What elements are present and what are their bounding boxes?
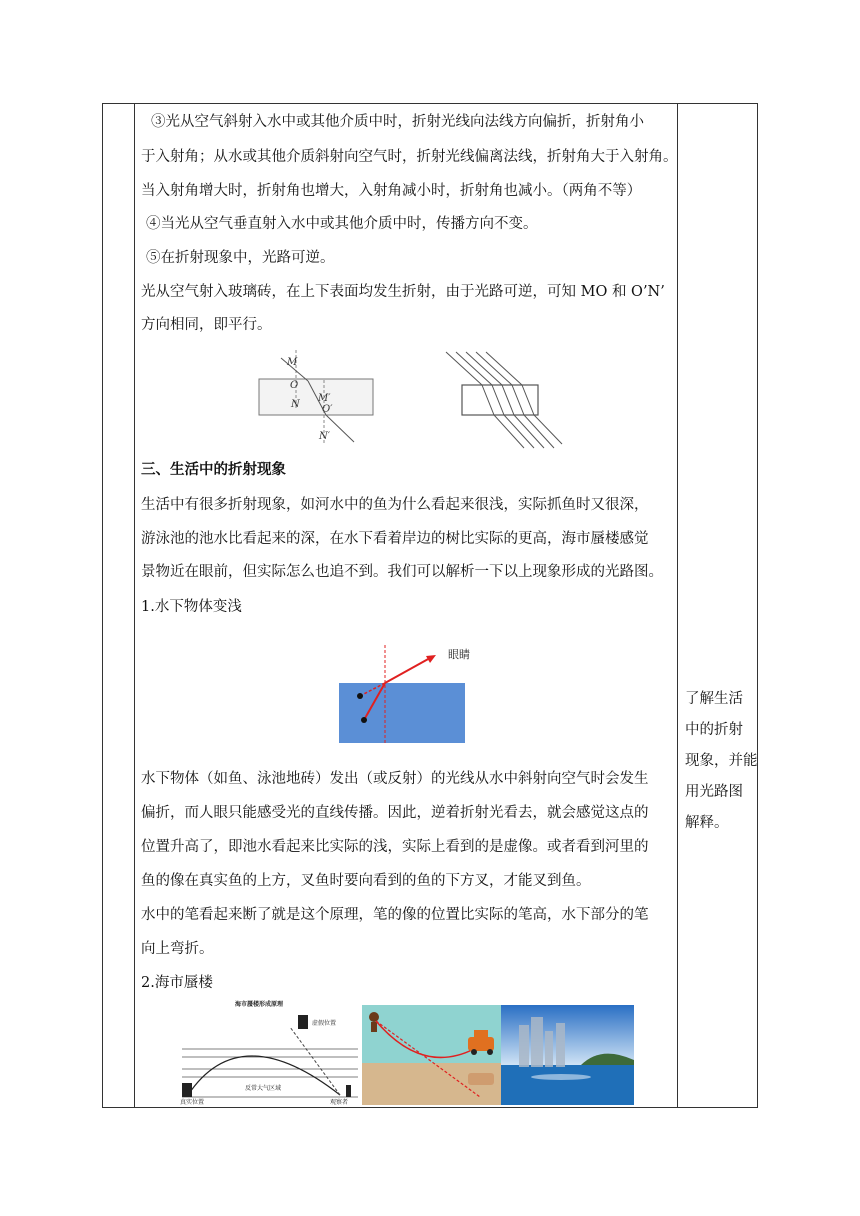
objective-line: 中的折射 <box>685 722 743 738</box>
column-divider-left <box>134 104 135 1107</box>
paragraph: 于入射角；从水或其他介质斜射向空气时，折射光线偏离法线，折射角大于入射角。 <box>141 149 678 165</box>
objective-line: 现象，并能 <box>685 753 758 769</box>
paragraph: 位置升高了，即池水看起来比实际的浅，实际上看到的是虚像。或者看到河里的 <box>141 839 649 855</box>
objective-cell <box>685 684 758 839</box>
paragraph: 水下物体（如鱼、泳池地砖）发出（或反射）的光线从水中斜射向空气时会发生 <box>141 771 649 787</box>
mirage-title: 海市蜃楼形成原理 <box>235 1001 284 1008</box>
paragraph: 生活中有很多折射现象，如河水中的鱼为什么看起来很浅，实际抓鱼时又很深， <box>141 497 649 513</box>
glass-brick-diagram <box>256 350 376 445</box>
label-n: N <box>291 399 300 410</box>
paragraph: 水中的笔看起来断了就是这个原理，笔的像的位置比实际的笔高，水下部分的笔 <box>141 907 649 923</box>
label-o: O <box>290 380 299 391</box>
paragraph: 游泳池的池水比看起来的深，在水下看着岸边的树比实际的更高，海市蜃楼感觉 <box>141 531 649 547</box>
real-position-label: 真实位置 <box>180 1099 205 1105</box>
mirage-principle-diagram <box>180 997 360 1105</box>
paragraph: 向上弯折。 <box>141 941 214 957</box>
mirage-city-photo <box>501 1005 634 1105</box>
paragraph: 方向相同，即平行。 <box>141 317 272 333</box>
paragraph: ④当光从空气垂直射入水中或其他介质中时，传播方向不变。 <box>146 216 538 232</box>
objective-line: 解释。 <box>685 815 729 831</box>
observer-label: 观察者 <box>330 1099 349 1105</box>
eye-label: 眼睛 <box>448 648 470 661</box>
mirage-road-illustration <box>362 1005 501 1105</box>
subheading: 1.水下物体变浅 <box>141 599 242 615</box>
paragraph: 鱼的像在真实鱼的上方，叉鱼时要向看到的鱼的下方叉，才能叉到鱼。 <box>141 873 591 889</box>
virtual-position-label: 虚假位置 <box>312 1020 337 1027</box>
objective-line: 了解生活 <box>685 691 743 707</box>
label-n-prime: N′ <box>319 431 331 442</box>
label-m-prime: M′ <box>318 393 331 404</box>
lesson-table <box>102 103 758 1108</box>
paragraph: 景物近在眼前，但实际怎么也追不到。我们可以解析一下以上现象形成的光路图。 <box>141 564 663 580</box>
label-o-prime: O′ <box>322 404 333 415</box>
objective-line: 用光路图 <box>685 784 743 800</box>
paragraph: ⑤在折射现象中，光路可逆。 <box>146 250 335 266</box>
paragraph: 光从空气射入玻璃砖，在上下表面均发生折射，由于光路可逆，可知 MO 和 O’N’ <box>141 284 665 300</box>
section-heading: 三、生活中的折射现象 <box>141 462 286 478</box>
shallow-water-diagram <box>338 645 498 745</box>
parallel-rays-diagram <box>444 350 564 450</box>
paragraph: 偏折，而人眼只能感受光的直线传播。因此，逆着折射光看去，就会感觉这点的 <box>141 805 649 821</box>
label-m: M <box>287 357 298 368</box>
paragraph: ③光从空气斜射入水中或其他介质中时，折射光线向法线方向偏折，折射角小 <box>151 114 644 130</box>
paragraph: 当入射角增大时，折射角也增大，入射角减小时，折射角也减小。（两角不等） <box>141 183 642 199</box>
column-divider-right <box>677 104 678 1107</box>
anomaly-zone-label: 反常大气区域 <box>245 1085 282 1092</box>
subheading: 2.海市蜃楼 <box>141 975 213 991</box>
